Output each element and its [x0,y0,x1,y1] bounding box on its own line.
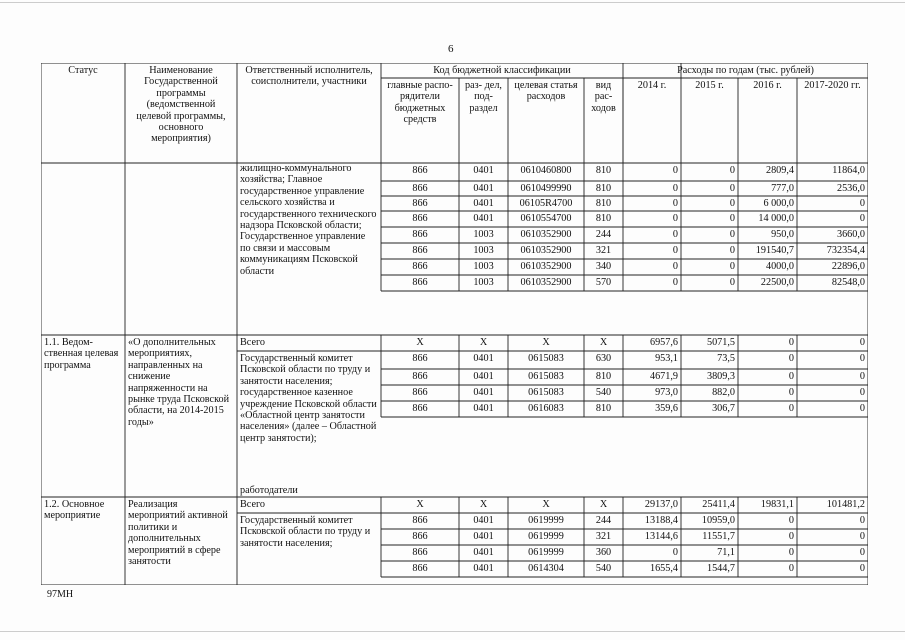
table-cell: 0 [788,387,794,398]
table-cell: 630 [595,353,612,364]
header-csr: целевая статья расходов [514,80,578,103]
header-2017-2020: 2017-2020 гг. [804,80,861,91]
table-cell: 0610499990 [520,183,572,194]
table-cell: 1544,7 [706,563,735,574]
table-cell: 22500,0 [760,277,794,288]
table-cell: 22896,0 [831,261,865,272]
table-cell: 10959,0 [701,515,735,526]
table-cell: 0614304 [528,563,564,574]
table-cell: 810 [595,371,612,382]
table-cell: 0615083 [528,353,564,364]
total-cell: 6957,6 [649,337,678,348]
table-cell: 3660,0 [836,229,865,240]
table-cell: 866 [412,261,428,272]
table-cell: 0 [788,563,794,574]
table-cell: 11864,0 [832,165,865,176]
table-cell: 0 [788,353,794,364]
table-cell: 4000,0 [765,261,794,272]
table-cell: 2536,0 [836,183,865,194]
table-cell: 866 [412,213,428,224]
table-cell: 777,0 [771,183,794,194]
header-2015: 2015 г. [695,80,724,91]
table-cell: 321 [595,531,612,542]
table-cell: 13188,4 [644,515,678,526]
table-cell: 0 [672,183,678,194]
total-cell: Х [542,337,550,348]
table-cell: 0 [859,353,865,364]
header-grbs: главные распо- рядители бюджетных средств [387,80,453,126]
table-cell: 866 [412,245,428,256]
table-cell: 0 [788,371,794,382]
table-cell: 0401 [473,165,494,176]
table-cell: 866 [412,403,428,414]
table-cell: 866 [412,563,428,574]
footer-code: 97MH [47,589,74,600]
table-cell: 0 [859,198,865,209]
table-cell: 866 [412,371,428,382]
section-status: 1.1. Ведом- ственная целевая программа [44,337,119,371]
table-cell: 0610352900 [520,245,572,256]
table-cell: 0 [672,165,678,176]
total-cell: 5071,5 [706,337,735,348]
table-cell: 810 [595,403,612,414]
table-cell: 360 [595,547,612,558]
table-cell: 0 [729,261,735,272]
table-cell: 0 [788,547,794,558]
table-cell: 13144,6 [644,531,678,542]
table-cell: 866 [412,229,428,240]
header-budget-code: Код бюджетной классификации [433,65,571,76]
table-cell: 866 [412,277,428,288]
header-2014: 2014 г. [637,80,667,91]
table-cell: 1655,4 [649,563,678,574]
table-cell: 732354,4 [826,245,865,256]
responsible-tail: работодатели [240,485,298,496]
table-cell: 866 [412,165,428,176]
table-cell: 0 [672,547,678,558]
table-cell: 866 [412,515,428,526]
table-cell: 0 [859,403,865,414]
total-cell: Х [416,337,424,348]
table-cell: 0401 [473,403,494,414]
table-cell: 1003 [473,245,494,256]
total-cell: Х [542,499,550,510]
table-cell: 0619999 [528,515,564,526]
table-cell: 540 [595,563,612,574]
table-cell: 0401 [473,515,494,526]
table-cell: 0616083 [528,403,564,414]
table-cell: 3809,3 [706,371,735,382]
table-cell: 0 [788,531,794,542]
total-cell: Х [479,337,488,348]
table-cell: 810 [595,213,612,224]
table-cell: 0 [859,387,865,398]
total-cell: Х [599,499,608,510]
header-name: Наименование Государственной программы (ведомственной целевой программы, основного мероприятия) [136,65,226,145]
table-cell: 0 [729,229,735,240]
table-cell: 0401 [473,547,494,558]
table-cell: 1003 [473,229,494,240]
table-cell: 0 [729,213,735,224]
table-cell: 950,0 [771,229,794,240]
table-cell: 82548,0 [831,277,865,288]
table-cell: 0401 [473,353,494,364]
table-cell: 973,0 [655,387,678,398]
table-cell: 866 [412,387,428,398]
page-number: 6 [448,43,454,55]
table-cell: 1003 [473,261,494,272]
table-cell: 0 [859,515,865,526]
table-cell: 866 [412,183,428,194]
table-cell: 0 [672,277,678,288]
total-cell: 0 [859,337,865,348]
table-cell: 0 [788,403,794,414]
total-cell: 0 [788,337,794,348]
header-rzpr: раз- дел, под- раздел [465,80,502,114]
table-cell: 0401 [473,183,494,194]
table-cell: 11551,7 [702,531,735,542]
table-cell: 0401 [473,213,494,224]
header-2016: 2016 г. [753,80,782,91]
table-cell: 359,6 [655,403,678,414]
table-cell: 0 [729,165,735,176]
table-cell: 0 [672,229,678,240]
table-cell: 0 [859,371,865,382]
table-cell: 0610352900 [520,261,572,272]
table-cell: 0610352900 [520,229,572,240]
total-label: Всего [240,337,265,348]
table-cell: 0 [859,531,865,542]
table-cell: 1003 [473,277,494,288]
header-vr: вид рас- ходов [591,80,616,114]
table-cell: 866 [412,198,428,209]
total-cell: Х [416,499,424,510]
responsible-text: жилищно-коммунального хозяйства; Главное государственное управление сельского хозяйства и государственного технического надзора Псковской области; Государственное управление по связи и массовым коммуникациям Псковской области [240,163,377,277]
table-cell: 866 [412,353,428,364]
table-cell: 244 [595,515,612,526]
table-cell: 06105R4700 [519,198,573,209]
table-cell: 0 [672,213,678,224]
budget-table [41,63,868,585]
table-cell: 191540,7 [755,245,794,256]
responsible-text: Государственный комитет Псковской области по труду и занятости населения; государственное казенное учреждение Псковской области «Областной центр занятости населения» (далее – Областной центр занятости); [240,353,377,444]
table-cell: 0 [729,183,735,194]
table-cell: 0 [672,198,678,209]
table-cell: 2809,4 [765,165,794,176]
bottom-scan-edge [0,631,905,632]
table-cell: 244 [595,229,612,240]
header-expenses: Расходы по годам (тыс. рублей) [677,65,814,76]
table-cell: 953,1 [655,353,678,364]
table-cell: 4671,9 [649,371,678,382]
table-cell: 0610554700 [520,213,572,224]
table-cell: 882,0 [712,387,735,398]
table-cell: 14 000,0 [758,213,794,224]
total-cell: 25411,4 [702,499,735,510]
total-cell: Х [599,337,608,348]
table-cell: 0401 [473,563,494,574]
top-scan-edge [0,2,905,3]
table-cell: 866 [412,547,428,558]
table-cell: 0401 [473,371,494,382]
table-cell: 0401 [473,198,494,209]
total-cell: 29137,0 [644,499,678,510]
table-cell: 321 [595,245,612,256]
total-cell: Х [479,499,488,510]
table-cell: 0 [729,245,735,256]
table-cell: 570 [595,277,612,288]
table-cell: 0 [672,261,678,272]
responsible-text: Государственный комитет Псковской области по труду и занятости населения; [240,515,371,549]
table-cell: 306,7 [712,403,735,414]
table-cell: 0 [729,198,735,209]
total-label: Всего [240,499,265,510]
table-cell: 6 000,0 [763,198,794,209]
table-cell: 810 [595,183,612,194]
table-cell: 866 [412,531,428,542]
total-cell: 101481,2 [826,499,865,510]
table-cell: 0610460800 [520,165,572,176]
table-cell: 71,1 [717,547,735,558]
total-cell: 19831,1 [760,499,794,510]
header-status: Статус [68,65,98,76]
table-cell: 0615083 [528,387,564,398]
table-cell: 0 [788,515,794,526]
table-cell: 0610352900 [520,277,572,288]
table-cell: 340 [595,261,612,272]
section-status: 1.2. Основное мероприятие [44,499,105,522]
table-cell: 73,5 [717,353,735,364]
table-cell: 0401 [473,531,494,542]
table-cell: 0 [859,547,865,558]
table-cell: 0615083 [528,371,564,382]
table-cell: 0 [859,563,865,574]
table-cell: 810 [595,198,612,209]
section-name: Реализация мероприятий активной политики и дополнительных мероприятий в сфере занятости [128,499,228,568]
table-cell: 0 [672,245,678,256]
table-cell: 0 [729,277,735,288]
section-name: «О дополнительных мероприятиях, направленных на снижение напряженности на рынке труда Псковской области, на 2014-2015 годы» [128,337,230,428]
table-cell: 0619999 [528,531,564,542]
table-cell: 810 [595,165,612,176]
header-responsible: Ответственный исполнитель, соисполнители, участники [245,65,373,88]
table-cell: 0401 [473,387,494,398]
table-cell: 0 [859,213,865,224]
table-cell: 0619999 [528,547,564,558]
table-cell: 540 [595,387,612,398]
